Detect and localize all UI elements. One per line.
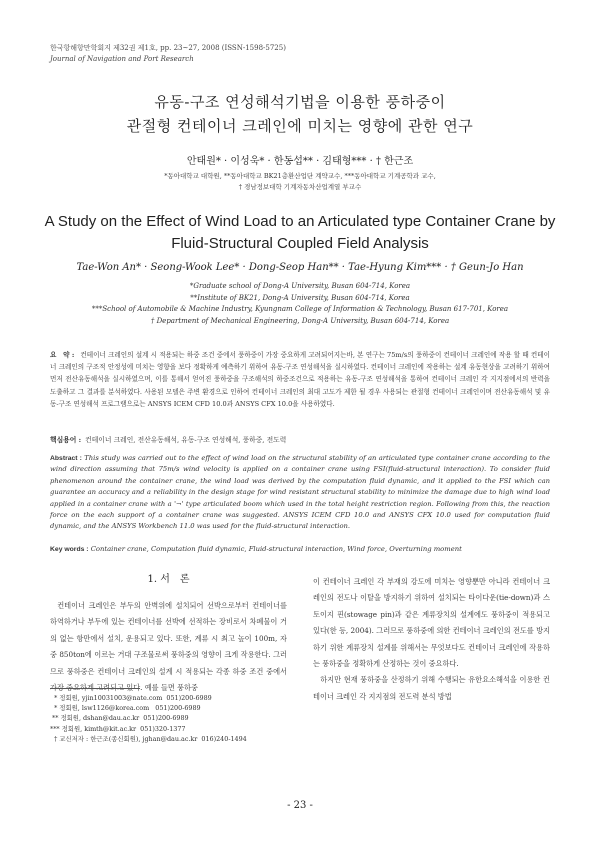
- affiliations-english: [0, 281, 600, 327]
- abstract-korean-label: 요 약 :: [50, 351, 75, 359]
- journal-header: [50, 43, 286, 65]
- affiliation-english-line-1: *Graduate school of Dong-A University, Busan 604-714, Korea: [189, 282, 411, 290]
- keywords-english-label: Key words :: [50, 546, 89, 553]
- keywords-english-text: Container crane, Computation fluid dynamic, Fluid-structural interaction, Wind force, Overturning moment: [90, 545, 462, 553]
- keywords-english: [50, 545, 550, 553]
- abstract-korean-text: 컨테이너 크레인의 설계 시 적용되는 하중 조건 중에서 풍하중이 가장 중요하게 고려되어지는바, 본 연구는 75m/s의 풍하중이 컨테이너 크레인에 작용 할 때 컨테이너 크레인의 구조적 안정성에 미치는 영향을 보다 정확하게 예측하기 위하여 유동-구조 연성해석을 실시하였다. 컨테이너 크레인에 작용하는 설계 유동현상을 고려하기 위하여 먼저 전산유동해석을 실시하였으며, 이를 통해서 얻어진 풍하중을 구조해석의 하중조건으로 적용하는 유동-구조 연성해석을 통하여 컨테이너 크레인 각 지지점에서의 반력을 도출하고 그 결과를 분석하였다. 사용된 모델은 주변 환경으로 인하여 컨테이너 크레인의 최대 고도가 제한 될 경우 사용되는 관절형 컨테이너 크레인이며 전산유동해석 및 유동-구조 연성해석 프로그램으로는 ANSYS ICEM CFD 10.0과 ANSYS CFX 10.0을 사용하였다.: [50, 351, 551, 408]
- title-korean: [0, 90, 600, 138]
- keywords-korean-label: 핵심용어 :: [50, 436, 82, 444]
- footnote: † 교신저자 : 한근조(종신회원), jghan@dau.ac.kr 016)240-1494: [50, 734, 247, 743]
- abstract-english-text: This study was carried out to the effect of wind load on the structural stability of an articulated type container crane according to the wind direction assuming that 75m/s wind velocity is applied on a container crane using FSI(fluid-structural interaction). To consider fluid phenomenon around the container crane, the wind load was derived by the computation fluid dynamic, and it applied to the FSI which can guarantee an accuracy and a reliability in the design stage for wind resistant structural stability to minimize the damage due to high wind load applied in a container crane with a '¬' type articulated boom which used in the total height restriction region. Following from this, the reaction force on the each support of a container crane was suggested. ANSYS ICEM CFD 10.0 and ANSYS CFX 10.0 used for computation fluid dynamic, and the ANSYS Workbench 11.0 was used for the fluid-structural interaction.: [50, 454, 550, 531]
- affiliations-korean: [0, 171, 600, 193]
- body-column-right: [313, 574, 550, 705]
- footnote: ** 정회원, dshan@dau.ac.kr 051)200-6989: [50, 714, 189, 723]
- keywords-korean: [50, 434, 550, 444]
- journal-header-en: Journal of Navigation and Port Research: [50, 55, 194, 63]
- authors-korean: 안태원* · 이성욱* · 한동섭** · 김태형*** · † 한근조: [186, 156, 414, 167]
- body-paragraph: 컨테이너 크레인은 부두의 안벽위에 설치되어 선박으로부터 컨테이너를 하역하거나 부두에 있는 컨테이너를 선박에 선적하는 장비로서 차폐물이 거의 없는 항만에서 설치, 운용되고 있다. 또한, 계류 시 최고 높이 100m, 자중 850ton에 이르는 거대 구조물로써 풍하중의 영향이 크게 작용한다. 그러므로 풍하중은 컨테이너 크레인의 설계 시 적용되는 각종 하중 조건 중에서 가장 중요하게 고려되고 있다. 예를 들면 풍하중: [50, 601, 287, 693]
- abstract-korean: [50, 349, 550, 410]
- title-english: [0, 211, 600, 255]
- footnote-divider: [50, 688, 140, 689]
- title-english-line-2: Fluid-Structural Coupled Field Analysis: [171, 235, 429, 252]
- affiliation-english-line-4: † Department of Mechanical Engineering, Dong-A University, Busan 604-714, Korea: [150, 316, 450, 325]
- title-korean-line-1: 유동-구조 연성해석기법을 이용한 풍하중이: [154, 93, 446, 111]
- page-number: - 23 -: [287, 800, 313, 811]
- abstract-english-label: Abstract :: [50, 455, 82, 462]
- body-paragraph: 이 컨테이너 크레인 각 부재의 강도에 미치는 영향뿐만 아니라 컨테이너 크레인의 전도나 이탈을 방지하기 위하여 설치되는 타이다운(tie-down)과 스토이지 핀(stowage pin)과 같은 계류장치의 설계에도 풍하중이 적용되고 있다(한 등, 2004). 그러므로 풍하중에 의한 컨테이너 크레인의 전도를 방지하기 위한 계류장치 설계를 위해서는 무엇보다도 컨테이너 크레인에 작용하는 풍하중을 정확하게 산정하는 것이 중요하다.: [313, 577, 550, 669]
- keywords-korean-text: 컨테이너 크레인, 전산유동해석, 유동-구조 연성해석, 풍하중, 전도력: [85, 436, 287, 444]
- authors-english: Tae-Won An* · Seong-Wook Lee* · Dong-Seop Han** · Tae-Hyung Kim*** · † Geun-Jo Han: [76, 262, 524, 273]
- title-korean-line-2: 관절형 컨테이너 크레인에 미치는 영향에 관한 연구: [126, 117, 474, 135]
- footnotes: [50, 693, 247, 744]
- journal-header-ko: 한국항해항만학회지 제32권 제1호, pp. 23~27, 2008 (ISSN-1598-5725): [50, 44, 286, 52]
- body-column-left: [50, 598, 287, 696]
- footnote: * 정회원, lsw1126@korea.com 051)200-6989: [50, 704, 201, 713]
- footnote: * 정회원, yjin10031003@nate.com 051)200-6989: [50, 694, 212, 702]
- affiliation-english-line-2: **Institute of BK21, Dong-A University, Busan 604-714, Korea: [190, 293, 410, 302]
- abstract-english: [50, 453, 550, 533]
- body-paragraph: 하지만 현재 풍하중을 산정하기 위해 수행되는 유한요소해석을 이용한 컨테이너 크레인 각 지지점의 전도력 분석 방법: [313, 675, 550, 701]
- section-title-introduction: 1. 서 론: [147, 574, 190, 585]
- footnote: *** 정회원, kimth@kit.ac.kr 051)320-1377: [50, 724, 186, 733]
- affiliation-english-line-3: ***School of Automobile & Machine Industry, Kyungnam College of Information & Technology, Busan 617-701, Korea: [91, 305, 509, 313]
- affiliation-korean-line-1: *동아대학교 대학원, **동아대학교 BK21층환산업단 계약교수, ***동아대학교 기계공학과 교수,: [164, 172, 436, 180]
- title-english-line-1: A Study on the Effect of Wind Load to an Articulated type Container Crane by: [44, 213, 556, 230]
- affiliation-korean-line-2: † 경남정보대학 기계자동차산업계열 부교수: [238, 183, 362, 191]
